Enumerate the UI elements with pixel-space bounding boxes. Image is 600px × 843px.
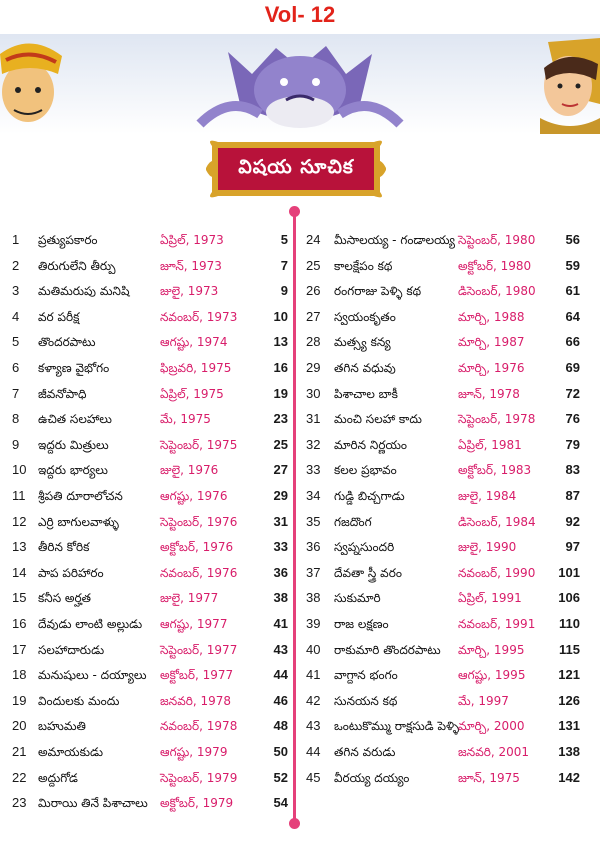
toc-number: 35 bbox=[306, 513, 321, 529]
publication-date: ఏప్రిల్, 1973 bbox=[160, 233, 224, 247]
story-title: జీవనోపాధి bbox=[38, 386, 87, 401]
publication-date: ఆగష్టు, 1974 bbox=[160, 335, 228, 350]
toc-number: 13 bbox=[12, 539, 27, 555]
publication-date: జనవరి, 1978 bbox=[160, 693, 232, 708]
story-title: రంగరాజు పెళ్ళి కథ bbox=[334, 284, 422, 299]
story-title: కళ్యాణ వైభోగం bbox=[38, 361, 110, 375]
story-title: తీరిన కోరిక bbox=[38, 540, 90, 555]
publication-date: సెప్టెంబర్, 1980 bbox=[458, 233, 536, 247]
toc-number: 14 bbox=[12, 564, 27, 580]
publication-date: ఆగష్టు, 1995 bbox=[458, 668, 526, 683]
story-title: వాగ్దాన భంగం bbox=[334, 668, 398, 683]
toc-row bbox=[0, 329, 292, 355]
story-title: గజదొంగ bbox=[334, 514, 372, 529]
story-title: తొందరపాటు bbox=[38, 335, 96, 350]
toc-number: 42 bbox=[306, 692, 321, 708]
publication-date: ఏప్రిల్, 1981 bbox=[458, 437, 522, 452]
page-number: 101 bbox=[558, 564, 580, 580]
toc-row bbox=[298, 560, 600, 586]
story-title: సలహాదారుడు bbox=[38, 642, 105, 657]
page-number: 54 bbox=[273, 795, 288, 811]
page-number: 29 bbox=[273, 488, 288, 503]
page-number: 66 bbox=[565, 334, 580, 350]
publication-date: జులై, 1990 bbox=[458, 540, 517, 555]
toc-number: 10 bbox=[12, 462, 27, 478]
toc-number: 17 bbox=[12, 641, 27, 657]
toc-row bbox=[298, 637, 600, 663]
page-number: 142 bbox=[558, 769, 580, 785]
page-number: 23 bbox=[273, 411, 288, 427]
story-title: ఇద్దరు మిత్రులు bbox=[38, 437, 109, 452]
publication-date: ఆగష్టు, 1979 bbox=[160, 745, 228, 759]
page-number: 59 bbox=[565, 257, 580, 273]
page-number: 131 bbox=[558, 718, 580, 734]
page-number: 7 bbox=[280, 257, 288, 273]
story-title: కలల ప్రభావం bbox=[334, 463, 397, 478]
toc-number: 12 bbox=[12, 513, 27, 529]
publication-date: నవంబర్, 1973 bbox=[160, 309, 238, 324]
page-number: 97 bbox=[565, 539, 580, 555]
toc-number: 21 bbox=[12, 744, 27, 759]
toc-number: 9 bbox=[12, 436, 20, 452]
story-title: కాలక్షేపం కథ bbox=[334, 258, 393, 273]
story-title: మంచి సలహా కాదు bbox=[334, 412, 422, 427]
story-title: ఇద్దరు భార్యలు bbox=[38, 463, 108, 478]
page-number: 33 bbox=[273, 539, 288, 555]
publication-date: సెప్టెంబర్, 1976 bbox=[160, 514, 238, 529]
page-number: 41 bbox=[273, 616, 288, 631]
publication-date: ఆగష్టు, 1976 bbox=[160, 489, 228, 503]
column-divider bbox=[293, 210, 296, 822]
story-title: స్వప్నసుందరి bbox=[334, 540, 395, 555]
publication-date: మే, 1997 bbox=[458, 693, 509, 708]
publication-date: అక్టోబర్, 1980 bbox=[458, 258, 532, 273]
page-number: 13 bbox=[273, 334, 288, 350]
publication-date: అక్టోబర్, 1979 bbox=[160, 796, 234, 811]
toc-row bbox=[298, 355, 600, 381]
toc-number: 28 bbox=[306, 334, 321, 350]
toc-row bbox=[298, 739, 600, 765]
publication-date: జులై, 1984 bbox=[458, 489, 517, 503]
page-number: 50 bbox=[273, 744, 288, 759]
toc-row bbox=[298, 662, 600, 688]
toc-row bbox=[0, 713, 292, 739]
page-number: 46 bbox=[273, 692, 288, 708]
publication-date: మే, 1975 bbox=[160, 412, 211, 427]
page-number: 48 bbox=[273, 718, 288, 734]
story-title: దేవుడు లాంటి అల్లుడు bbox=[38, 617, 143, 631]
story-title: రాకుమారి తొందరపాటు bbox=[334, 642, 441, 657]
page-number: 61 bbox=[565, 283, 580, 299]
toc-number: 36 bbox=[306, 539, 321, 555]
divider-top-dot bbox=[289, 206, 300, 217]
toc-number: 31 bbox=[306, 411, 321, 427]
toc-row bbox=[0, 381, 292, 407]
page-number: 79 bbox=[565, 436, 580, 452]
publication-date: ఏప్రిల్, 1975 bbox=[160, 386, 224, 401]
toc-row bbox=[0, 509, 292, 535]
toc-number: 34 bbox=[306, 488, 321, 503]
toc-number: 20 bbox=[12, 718, 27, 734]
page-number: 56 bbox=[565, 232, 580, 247]
toc-number: 26 bbox=[306, 283, 321, 299]
publication-date: అక్టోబర్, 1976 bbox=[160, 540, 234, 555]
toc-row bbox=[0, 585, 292, 611]
publication-date: జనవరి, 2001 bbox=[458, 745, 530, 759]
toc-row bbox=[0, 355, 292, 381]
publication-date: మార్చి, 1995 bbox=[458, 642, 525, 657]
page-number: 87 bbox=[565, 488, 580, 503]
publication-date: డిసెంబర్, 1980 bbox=[458, 284, 536, 299]
toc-number: 25 bbox=[306, 257, 321, 273]
toc-row bbox=[0, 662, 292, 688]
toc-row bbox=[298, 534, 600, 560]
page-number: 5 bbox=[280, 232, 288, 247]
toc-row bbox=[298, 253, 600, 279]
toc-row bbox=[0, 560, 292, 586]
toc-row bbox=[0, 457, 292, 483]
publication-date: ఏప్రిల్, 1991 bbox=[458, 591, 522, 606]
toc-number: 1 bbox=[12, 232, 20, 247]
story-title: అమాయకుడు bbox=[38, 745, 104, 759]
toc-row bbox=[298, 611, 600, 637]
story-title: మత్స్య కన్య bbox=[334, 335, 391, 350]
story-title: బహుమతి bbox=[38, 719, 86, 734]
publication-date: జూన్, 1973 bbox=[160, 258, 222, 273]
publication-date: నవంబర్, 1978 bbox=[160, 719, 238, 734]
story-title: ఒంటుకొమ్ము రాక్షసుడి పెళ్ళి bbox=[334, 719, 460, 734]
toc-row bbox=[298, 406, 600, 432]
publication-date: జూన్, 1975 bbox=[458, 770, 520, 785]
toc-number: 44 bbox=[306, 744, 321, 759]
toc-number: 6 bbox=[12, 360, 20, 375]
toc-number: 23 bbox=[12, 795, 27, 811]
page-number: 43 bbox=[273, 641, 288, 657]
toc-row bbox=[298, 304, 600, 330]
page-number: 10 bbox=[273, 308, 288, 324]
toc-row bbox=[298, 227, 600, 253]
page-number: 115 bbox=[559, 641, 580, 657]
toc-number: 11 bbox=[12, 488, 26, 503]
story-title: గుడ్డి బిచ్చగాడు bbox=[334, 489, 405, 503]
story-title: శ్రీపతి దూరాలోచన bbox=[38, 489, 123, 503]
publication-date: మార్చి, 1988 bbox=[458, 309, 525, 324]
toc-row bbox=[298, 381, 600, 407]
publication-date: మార్చి, 1976 bbox=[458, 361, 525, 375]
toc-row bbox=[298, 765, 600, 791]
publication-date: ఫిబ్రవరి, 1975 bbox=[160, 361, 232, 375]
story-title: స్వయంకృతం bbox=[334, 309, 396, 324]
toc-row bbox=[298, 278, 600, 304]
toc-number: 15 bbox=[12, 590, 27, 606]
story-title: పాప పరిహారం bbox=[38, 565, 104, 580]
page-number: 38 bbox=[273, 590, 288, 606]
publication-date: నవంబర్, 1976 bbox=[160, 565, 238, 580]
publication-date: అక్టోబర్, 1983 bbox=[458, 463, 532, 478]
publication-date: జులై, 1973 bbox=[160, 284, 219, 299]
story-title: ఉచిత సలహాలు bbox=[38, 412, 112, 427]
publication-date: అక్టోబర్, 1977 bbox=[160, 668, 234, 683]
story-title: తగిన వధువు bbox=[334, 361, 396, 375]
page-number: 19 bbox=[273, 385, 288, 401]
page-number: 106 bbox=[558, 590, 580, 606]
toc-row bbox=[0, 432, 292, 458]
story-title: ఎర్రి బాగులవాళ్ళు bbox=[38, 514, 119, 529]
toc-row bbox=[0, 304, 292, 330]
toc-number: 37 bbox=[306, 564, 321, 580]
page-number: 44 bbox=[273, 667, 288, 683]
toc-number: 33 bbox=[306, 462, 321, 478]
story-title: అద్దుగోడ bbox=[38, 770, 78, 785]
toc-number: 4 bbox=[12, 308, 20, 324]
toc-row bbox=[0, 534, 292, 560]
page-number: 16 bbox=[273, 360, 288, 375]
story-title: రాజ లక్షణం bbox=[334, 617, 389, 631]
story-title: తిరుగులేని తీర్పు bbox=[38, 258, 116, 273]
publication-date: సెప్టెంబర్, 1977 bbox=[160, 642, 238, 657]
publication-date: నవంబర్, 1990 bbox=[458, 565, 536, 580]
toc-row bbox=[0, 278, 292, 304]
toc-number: 24 bbox=[306, 232, 321, 247]
story-title: మీసాలయ్య - గండాలయ్య bbox=[334, 233, 455, 247]
page-number: 92 bbox=[565, 513, 580, 529]
toc-number: 22 bbox=[12, 769, 27, 785]
toc-number: 7 bbox=[12, 385, 20, 401]
story-title: ప్రత్యుపకారం bbox=[38, 233, 98, 247]
section-title: విషయ సూచిక bbox=[238, 156, 354, 178]
toc-row bbox=[0, 406, 292, 432]
toc-number: 27 bbox=[306, 308, 321, 324]
toc-row bbox=[298, 483, 600, 509]
toc-row bbox=[0, 227, 292, 253]
story-title: విందులకు మందు bbox=[38, 693, 120, 708]
story-title: కనీస అర్హత bbox=[38, 591, 91, 606]
publication-date: సెప్టెంబర్, 1978 bbox=[458, 412, 536, 427]
story-title: మిరాయి తినే పిశాచాలు bbox=[38, 796, 148, 811]
story-title: మారిన నిర్ణయం bbox=[334, 437, 407, 452]
story-title: మనుషులు - దయ్యాలు bbox=[38, 668, 147, 683]
story-title: పిశాచాల బాకీ bbox=[334, 386, 398, 401]
page-number: 126 bbox=[558, 692, 580, 708]
toc-number: 43 bbox=[306, 718, 321, 734]
volume-label: Vol- 12 bbox=[264, 2, 336, 27]
publication-date: ఆగష్టు, 1977 bbox=[160, 617, 228, 631]
publication-date: సెప్టెంబర్, 1975 bbox=[160, 437, 238, 452]
toc-number: 45 bbox=[306, 769, 321, 785]
publication-date: మార్చి, 2000 bbox=[458, 719, 525, 734]
story-title: సునయన కథ bbox=[334, 693, 398, 708]
toc-number: 41 bbox=[306, 667, 321, 683]
toc-number: 18 bbox=[12, 667, 27, 683]
publication-date: జులై, 1977 bbox=[160, 591, 219, 606]
story-title: దేవతా స్త్రీ వరం bbox=[334, 565, 402, 580]
toc-row bbox=[0, 611, 292, 637]
toc-row bbox=[0, 483, 292, 509]
toc-number: 39 bbox=[306, 616, 321, 631]
story-title: సుకుమారి bbox=[334, 591, 381, 606]
publication-date: డిసెంబర్, 1984 bbox=[458, 514, 536, 529]
page-number: 69 bbox=[565, 360, 580, 375]
toc-row bbox=[298, 713, 600, 739]
toc-row bbox=[298, 329, 600, 355]
toc-number: 29 bbox=[306, 360, 321, 375]
story-title: తగిన వరుడు bbox=[334, 745, 396, 759]
toc-row bbox=[0, 253, 292, 279]
page-number: 64 bbox=[565, 308, 580, 324]
toc-row bbox=[0, 790, 292, 816]
publication-date: నవంబర్, 1991 bbox=[458, 617, 536, 631]
toc-row bbox=[0, 637, 292, 663]
toc-number: 3 bbox=[12, 283, 20, 299]
toc-row bbox=[298, 509, 600, 535]
toc-number: 8 bbox=[12, 411, 20, 427]
page-number: 83 bbox=[565, 462, 580, 478]
page-number: 76 bbox=[565, 411, 580, 427]
toc-number: 40 bbox=[306, 641, 321, 657]
toc-number: 30 bbox=[306, 385, 321, 401]
toc-number: 16 bbox=[12, 616, 27, 631]
publication-date: జూన్, 1978 bbox=[458, 386, 520, 401]
page-number: 121 bbox=[558, 667, 580, 683]
publication-date: సెప్టెంబర్, 1979 bbox=[160, 770, 238, 785]
story-title: మతిమరుపు మనిషి bbox=[38, 284, 130, 299]
page-number: 138 bbox=[558, 744, 580, 759]
toc-row bbox=[0, 688, 292, 714]
story-title: వీరయ్య దయ్యం bbox=[334, 770, 410, 785]
toc-row bbox=[0, 765, 292, 791]
toc-number: 38 bbox=[306, 590, 321, 606]
page-number: 72 bbox=[565, 385, 580, 401]
toc-row bbox=[298, 585, 600, 611]
page-number: 110 bbox=[559, 616, 580, 631]
toc-number: 2 bbox=[12, 257, 20, 273]
page-number: 27 bbox=[273, 462, 288, 478]
toc-row bbox=[298, 432, 600, 458]
page-number: 31 bbox=[273, 513, 288, 529]
page-number: 9 bbox=[280, 283, 288, 299]
toc-number: 32 bbox=[306, 436, 321, 452]
header-illustration bbox=[0, 34, 600, 134]
page-number: 36 bbox=[273, 564, 288, 580]
toc-row bbox=[298, 688, 600, 714]
toc-number: 5 bbox=[12, 334, 20, 350]
toc-row bbox=[0, 739, 292, 765]
toc-row bbox=[298, 457, 600, 483]
publication-date: మార్చి, 1987 bbox=[458, 335, 525, 350]
story-title: వర పరీక్ష bbox=[38, 309, 80, 324]
toc-number: 19 bbox=[12, 692, 27, 708]
publication-date: జులై, 1976 bbox=[160, 463, 219, 478]
page-number: 52 bbox=[273, 769, 288, 785]
page-number: 25 bbox=[273, 436, 288, 452]
divider-bottom-dot bbox=[289, 818, 300, 829]
